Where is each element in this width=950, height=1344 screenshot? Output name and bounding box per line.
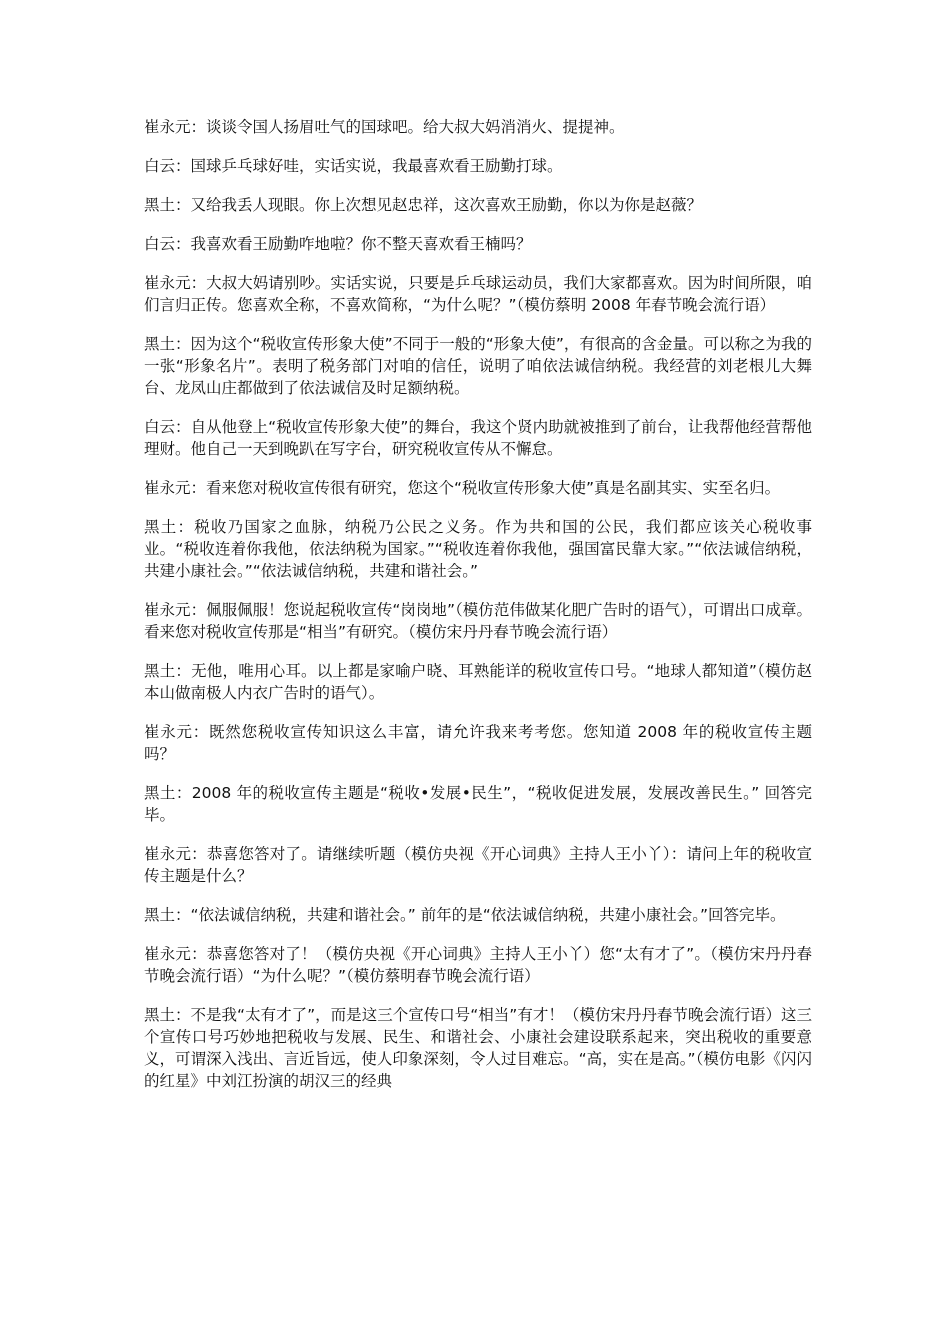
dialogue-paragraph-17: 黑土：不是我“太有才了”，而是这三个宣传口号“相当”有才！（模仿宋丹丹春节晚会流行语）这三个宣传口号巧妙地把税收与发展、民生、和谐社会、小康社会建设联系起来，突出税收的重要意义，可谓深入浅出、言近旨远，使人印象深刻，令人过目难忘。“高，实在是高。”（模仿电影《闪闪的红星》中刘江扮演的胡汉三的经典	[144, 1006, 812, 1090]
dialogue-paragraph-3: 黑土：又给我丢人现眼。你上次想见赵忠祥，这次喜欢王励勤，你以为你是赵薇？	[144, 196, 703, 214]
dialogue-paragraph-4: 白云：我喜欢看王励勤咋地啦？你不整天喜欢看王楠吗？	[144, 235, 532, 253]
dialogue-paragraph-10: 崔永元：佩服佩服！您说起税收宣传“岗岗地”（模仿范伟做某化肥广告时的语气），可谓出口成章。看来您对税收宣传那是“相当”有研究。（模仿宋丹丹春节晚会流行语）	[144, 601, 812, 641]
dialogue-paragraph-9: 黑土：税收乃国家之血脉，纳税乃公民之义务。作为共和国的公民，我们都应该关心税收事业。“税收连着你我他，依法纳税为国家。”“税收连着你我他，强国富民靠大家。”“依法诚信纳税，共建小康社会。”“依法诚信纳税，共建和谐社会。”	[144, 518, 812, 580]
dialogue-paragraph-14: 崔永元：恭喜您答对了。请继续听题（模仿央视《开心词典》主持人王小丫）：请问上年的税收宣传主题是什么？	[144, 845, 812, 885]
dialogue-paragraph-12: 崔永元：既然您税收宣传知识这么丰富，请允许我来考考您。您知道 2008 年的税收宣传主题吗？	[144, 723, 812, 763]
dialogue-paragraph-5: 崔永元：大叔大妈请别吵。实话实说，只要是乒乓球运动员，我们大家都喜欢。因为时间所限，咱们言归正传。您喜欢全称，不喜欢简称，“为什么呢？”（模仿蔡明 2008 年春节晚会流行语）	[144, 274, 812, 314]
dialogue-paragraph-15: 黑土：“依法诚信纳税，共建和谐社会。” 前年的是“依法诚信纳税，共建小康社会。”回答完毕。	[144, 906, 786, 924]
dialogue-paragraph-13: 黑土：2008 年的税收宣传主题是“税收•发展•民生”，“税收促进发展，发展改善民生。” 回答完毕。	[144, 784, 812, 824]
dialogue-paragraph-11: 黑土：无他，唯用心耳。以上都是家喻户晓、耳熟能详的税收宣传口号。“地球人都知道”（模仿赵本山做南极人内衣广告时的语气）。	[144, 662, 812, 702]
dialogue-paragraph-16: 崔永元：恭喜您答对了！（模仿央视《开心词典》主持人王小丫）您“太有才了”。（模仿宋丹丹春节晚会流行语）“为什么呢？”（模仿蔡明春节晚会流行语）	[144, 945, 812, 985]
document-body	[144, 116, 812, 1109]
dialogue-paragraph-1: 崔永元：谈谈令国人扬眉吐气的国球吧。给大叔大妈消消火、提提神。	[144, 118, 625, 136]
dialogue-paragraph-6: 黑土：因为这个“税收宣传形象大使”不同于一般的“形象大使”，有很高的含金量。可以称之为我的一张“形象名片”。表明了税务部门对咱的信任，说明了咱依法诚信纳税。我经营的刘老根儿大舞台、龙凤山庄都做到了依法诚信及时足额纳税。	[144, 335, 812, 397]
dialogue-paragraph-8: 崔永元：看来您对税收宣传很有研究，您这个“税收宣传形象大使”真是名副其实、实至名归。	[144, 479, 781, 497]
dialogue-paragraph-7: 白云：自从他登上“税收宣传形象大使”的舞台，我这个贤内助就被推到了前台，让我帮他经营帮他理财。他自己一天到晚趴在写字台，研究税收宣传从不懈怠。	[144, 418, 812, 458]
dialogue-paragraph-2: 白云：国球乒乓球好哇，实话实说，我最喜欢看王励勤打球。	[144, 157, 563, 175]
